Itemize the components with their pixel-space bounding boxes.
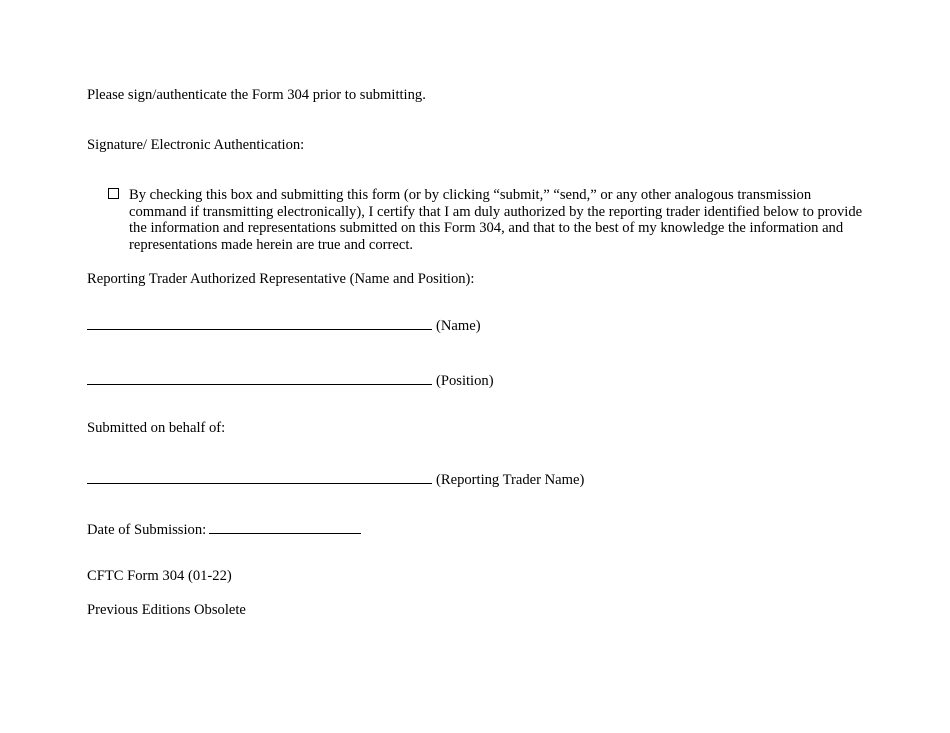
instructions-text: Please sign/authenticate the Form 304 prior to submitting. [87, 87, 426, 103]
date-input[interactable] [209, 519, 361, 534]
date-field-row [87, 519, 365, 539]
editions-note: Previous Editions Obsolete [87, 602, 246, 618]
name-input[interactable] [87, 315, 432, 330]
reporting-trader-input[interactable] [87, 469, 432, 484]
signature-heading: Signature/ Electronic Authentication: [87, 137, 305, 153]
position-input[interactable] [87, 370, 432, 385]
submitted-on-behalf-heading: Submitted on behalf of: [87, 420, 226, 436]
name-label: (Name) [436, 318, 481, 334]
form-id: CFTC Form 304 (01-22) [87, 568, 232, 584]
reporting-trader-field-row [87, 469, 584, 489]
date-label: Date of Submission: [87, 522, 207, 538]
position-label: (Position) [436, 373, 494, 389]
certification-checkbox[interactable] [108, 188, 119, 199]
reporting-trader-label: (Reporting Trader Name) [436, 472, 585, 488]
representative-heading: Reporting Trader Authorized Representative (Name and Position): [87, 271, 475, 287]
position-field-row [87, 370, 494, 390]
certification-text: By checking this box and submitting this form (or by clicking “submit,” “send,” or any other analogous transmission command if transmitting electronically), I certify that I am duly authorized by the reporting trader identified below to provide the information and representations submitted on this Form 304, and that to the best of my knowledge the information and representations made herein are true and correct. [129, 187, 863, 253]
name-field-row [87, 315, 481, 335]
